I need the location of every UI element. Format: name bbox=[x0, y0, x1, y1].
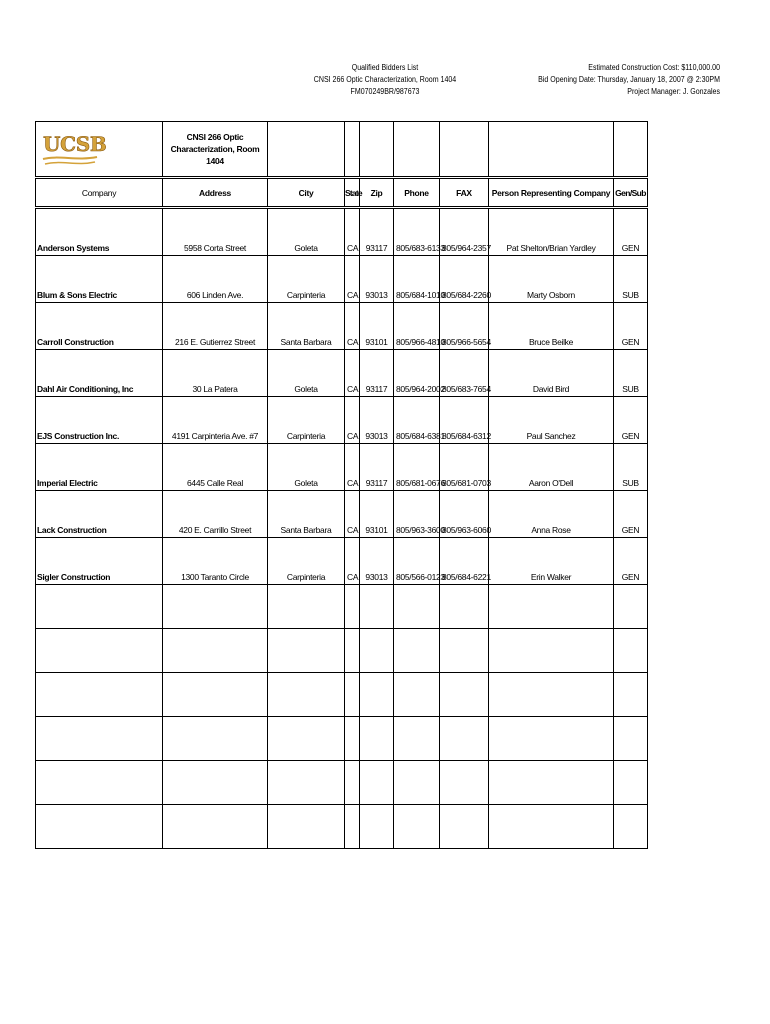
zip-cell: 93013 bbox=[360, 256, 394, 303]
fax-cell: 805/683-7654 bbox=[440, 350, 489, 397]
zip-cell: 93013 bbox=[360, 397, 394, 444]
person-cell: David Bird bbox=[489, 350, 614, 397]
state-cell: CA bbox=[345, 444, 360, 491]
state-cell: CA bbox=[345, 350, 360, 397]
phone-cell: 805/964-2002 bbox=[394, 350, 440, 397]
company-cell: Anderson Systems bbox=[36, 235, 163, 256]
gen-sub-cell: SUB bbox=[614, 444, 648, 491]
city-cell: Santa Barbara bbox=[268, 303, 345, 350]
address-cell: 606 Linden Ave. bbox=[163, 256, 268, 303]
state-cell: CA bbox=[345, 491, 360, 538]
address-cell: 5958 Corta Street bbox=[163, 235, 268, 256]
company-cell: Blum & Sons Electric bbox=[36, 256, 163, 303]
company-cell: Sigler Construction bbox=[36, 538, 163, 585]
person-cell: Anna Rose bbox=[489, 491, 614, 538]
person-cell: Pat Shelton/Brian Yardley bbox=[489, 235, 614, 256]
project-title: CNSI 266 Optic Characterization, Room 1404 bbox=[170, 132, 260, 166]
project-manager: Project Manager: J. Gonzales bbox=[627, 87, 720, 96]
gen-sub-cell: GEN bbox=[614, 397, 648, 444]
header-project-info bbox=[310, 62, 460, 98]
company-cell: Imperial Electric bbox=[36, 444, 163, 491]
company-cell: Carroll Construction bbox=[36, 303, 163, 350]
zip-cell: 93101 bbox=[360, 303, 394, 350]
address-cell: 216 E. Gutierrez Street bbox=[163, 303, 268, 350]
spacer-row bbox=[36, 208, 648, 236]
company-cell: Dahl Air Conditioning, Inc bbox=[36, 350, 163, 397]
gen-sub-cell: GEN bbox=[614, 538, 648, 585]
table-row bbox=[36, 303, 648, 350]
gen-sub-cell: GEN bbox=[614, 235, 648, 256]
project-title-cell bbox=[163, 122, 268, 178]
company-cell: EJS Construction Inc. bbox=[36, 397, 163, 444]
phone-cell: 805/566-0123 bbox=[394, 538, 440, 585]
address-cell: 420 E. Carrillo Street bbox=[163, 491, 268, 538]
zip-cell: 93117 bbox=[360, 350, 394, 397]
project-number: FM070249BR/987673 bbox=[350, 87, 420, 96]
fax-cell: 805/684-2260 bbox=[440, 256, 489, 303]
phone-cell: 805/684-1010 bbox=[394, 256, 440, 303]
list-title: Qualified Bidders List bbox=[351, 63, 419, 72]
address-cell: 6445 Calle Real bbox=[163, 444, 268, 491]
fax-cell: 805/684-6221 bbox=[440, 538, 489, 585]
city-cell: Carpinteria bbox=[268, 538, 345, 585]
col-header-gen-sub: Gen/Sub bbox=[614, 178, 648, 208]
address-cell: 4191 Carpinteria Ave. #7 bbox=[163, 397, 268, 444]
person-cell: Marty Osborn bbox=[489, 256, 614, 303]
logo-text: UCSB bbox=[43, 132, 107, 156]
empty-row bbox=[36, 673, 648, 717]
header-bid-info bbox=[491, 62, 720, 98]
phone-cell: 805/683-6133 bbox=[394, 235, 440, 256]
table-row bbox=[36, 256, 648, 303]
person-cell: Aaron O'Dell bbox=[489, 444, 614, 491]
column-header-row bbox=[36, 178, 648, 208]
city-cell: Goleta bbox=[268, 444, 345, 491]
city-cell: Goleta bbox=[268, 235, 345, 256]
table-row bbox=[36, 491, 648, 538]
table-row bbox=[36, 350, 648, 397]
city-cell: Carpinteria bbox=[268, 256, 345, 303]
gen-sub-cell: GEN bbox=[614, 491, 648, 538]
city-cell: Carpinteria bbox=[268, 397, 345, 444]
col-header-address: Address bbox=[163, 178, 268, 208]
address-cell: 1300 Taranto Circle bbox=[163, 538, 268, 585]
empty-row bbox=[36, 585, 648, 629]
state-cell: CA bbox=[345, 538, 360, 585]
phone-cell: 805/966-4810 bbox=[394, 303, 440, 350]
empty-row bbox=[36, 629, 648, 673]
city-cell: Santa Barbara bbox=[268, 491, 345, 538]
phone-cell: 805/684-6381 bbox=[394, 397, 440, 444]
col-header-company: Company bbox=[36, 178, 163, 208]
zip-cell: 93013 bbox=[360, 538, 394, 585]
fax-cell: 805/964-2357 bbox=[440, 235, 489, 256]
state-cell: CA bbox=[345, 303, 360, 350]
ucsb-logo bbox=[41, 127, 107, 171]
zip-cell: 93117 bbox=[360, 235, 394, 256]
fax-cell: 805/684-6312 bbox=[440, 397, 489, 444]
empty-row bbox=[36, 717, 648, 761]
state-cell: CA bbox=[345, 235, 360, 256]
table-row bbox=[36, 235, 648, 256]
col-header-city: City bbox=[268, 178, 345, 208]
zip-cell: 93117 bbox=[360, 444, 394, 491]
phone-cell: 805/681-0676 bbox=[394, 444, 440, 491]
state-cell: CA bbox=[345, 397, 360, 444]
person-cell: Paul Sanchez bbox=[489, 397, 614, 444]
fax-cell: 805/966-5654 bbox=[440, 303, 489, 350]
bid-opening-date: Bid Opening Date: Thursday, January 18, 2007 @ 2:30PM bbox=[538, 75, 720, 84]
gen-sub-cell: SUB bbox=[614, 350, 648, 397]
empty-row bbox=[36, 805, 648, 849]
col-header-person: Person Representing Company bbox=[489, 178, 614, 208]
col-header-state: State bbox=[345, 178, 360, 208]
gen-sub-cell: SUB bbox=[614, 256, 648, 303]
col-header-phone: Phone bbox=[394, 178, 440, 208]
company-cell: Lack Construction bbox=[36, 491, 163, 538]
table-row bbox=[36, 538, 648, 585]
city-cell: Goleta bbox=[268, 350, 345, 397]
fax-cell: 805/681-0703 bbox=[440, 444, 489, 491]
phone-cell: 805/963-3600 bbox=[394, 491, 440, 538]
col-header-fax: FAX bbox=[440, 178, 489, 208]
person-cell: Erin Walker bbox=[489, 538, 614, 585]
logo-cell bbox=[36, 122, 163, 178]
logo-row bbox=[36, 122, 648, 178]
state-cell: CA bbox=[345, 256, 360, 303]
estimated-cost: Estimated Construction Cost: $110,000.00 bbox=[588, 63, 720, 72]
person-cell: Bruce Beilke bbox=[489, 303, 614, 350]
fax-cell: 805/963-6060 bbox=[440, 491, 489, 538]
zip-cell: 93101 bbox=[360, 491, 394, 538]
address-cell: 30 La Patera bbox=[163, 350, 268, 397]
bidders-table bbox=[35, 121, 648, 849]
col-header-zip: Zip bbox=[360, 178, 394, 208]
project-name: CNSI 266 Optic Characterization, Room 1404 bbox=[313, 75, 457, 84]
empty-row bbox=[36, 761, 648, 805]
table-row bbox=[36, 397, 648, 444]
table-row bbox=[36, 444, 648, 491]
gen-sub-cell: GEN bbox=[614, 303, 648, 350]
